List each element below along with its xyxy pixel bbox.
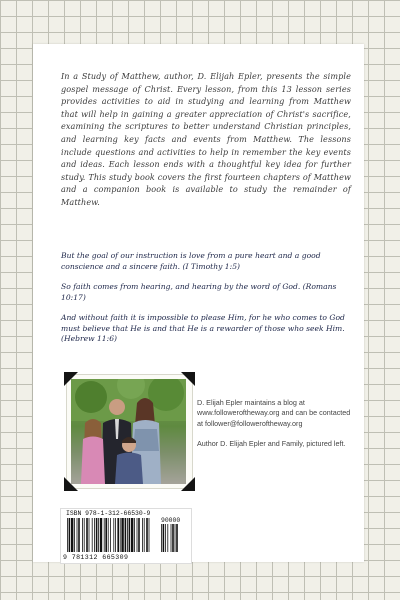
verse-romans: So faith comes from hearing, and hearing by the word of God. (Romans 10:17): [61, 282, 337, 302]
barcode-bar: [89, 518, 90, 552]
isbn-label: ISBN 978-1-312-66530-9: [66, 510, 151, 517]
barcode-bar: [146, 518, 148, 552]
barcode-bar: [69, 518, 71, 552]
barcode-bar: [127, 518, 128, 552]
addon-bar: [172, 524, 174, 552]
family-photo-image: [71, 379, 186, 484]
verse-timothy: But the goal of our instruction is love from a pure heart and a good conscience and a sincere faith. (I Timothy 1:5): [61, 251, 321, 271]
barcode-bar: [98, 518, 99, 552]
barcode-bar: [121, 518, 123, 552]
barcode-bar: [125, 518, 127, 552]
barcode-bar: [134, 518, 135, 552]
isbn-digits: 9 781312 665309: [63, 554, 129, 561]
barcode-bar: [84, 518, 85, 552]
barcode-bar: [100, 518, 102, 552]
author-family-photo: [66, 374, 193, 489]
barcode-bar: [129, 518, 131, 552]
barcode-bar: [108, 518, 109, 552]
barcode-bar: [71, 518, 73, 552]
barcode-bar: [137, 518, 138, 552]
barcode-bar: [117, 518, 119, 552]
barcode-bar: [96, 518, 98, 552]
barcode-bar: [110, 518, 111, 552]
back-cover-panel: [33, 44, 364, 562]
barcode-bar: [142, 518, 143, 552]
addon-bar: [175, 524, 176, 552]
addon-bar: [161, 524, 162, 552]
barcode-bars: [65, 518, 187, 554]
barcode-bar: [105, 518, 107, 552]
barcode-bar: [115, 518, 116, 552]
barcode-bar: [94, 518, 95, 552]
barcode-bar: [120, 518, 121, 552]
barcode-bar: [144, 518, 145, 552]
verse-hebrews: And without faith it is impossible to please Him, for he who comes to God must believe that He is and that He is a rewarder of those who seek Him. (Hebrew 11:6): [61, 313, 345, 344]
barcode-bar: [78, 518, 80, 552]
barcode-bar: [86, 518, 88, 552]
addon-bar: [165, 524, 166, 552]
barcode-bar: [113, 518, 114, 552]
book-description: In a Study of Matthew, author, D. Elijah Epler, presents the simple gospel message of Christ. Every lesson, from this 13 lesson series provides activities to aid in studying and learning from Matthew that will help in gaining a greater appreciation of Christ's sacrifice, examining the scriptures to better understand Christian principles, and learning key facts and events from Matthew. The lessons include questions and activities to help in remember the key events and ideas. Each lesson ends with a thoughtful key idea for further study. This study book covers the first fourteen chapters of Matthew and a companion book is available to study the remainder of Matthew.: [61, 71, 351, 207]
isbn-barcode: [60, 508, 192, 564]
barcode-bar: [67, 518, 68, 552]
photo-caption: Author D. Elijah Epler and Family, pictured left.: [197, 439, 346, 448]
addon-bar: [163, 524, 165, 552]
barcode-bar: [74, 518, 75, 552]
barcode-bar: [77, 518, 78, 552]
barcode-bar: [131, 518, 133, 552]
addon-bar: [171, 524, 172, 552]
barcode-bar: [82, 518, 83, 552]
barcode-bar: [149, 518, 150, 552]
price-code: 90000: [161, 517, 181, 524]
barcode-bar: [104, 518, 105, 552]
barcode-bar: [92, 518, 93, 552]
barcode-bar: [138, 518, 140, 552]
addon-bar: [167, 524, 168, 552]
author-bio: D. Elijah Epler maintains a blog at www.followeroftheway.org and can be contacted at follower@followeroftheway.org: [197, 398, 351, 428]
addon-bar: [176, 524, 178, 552]
